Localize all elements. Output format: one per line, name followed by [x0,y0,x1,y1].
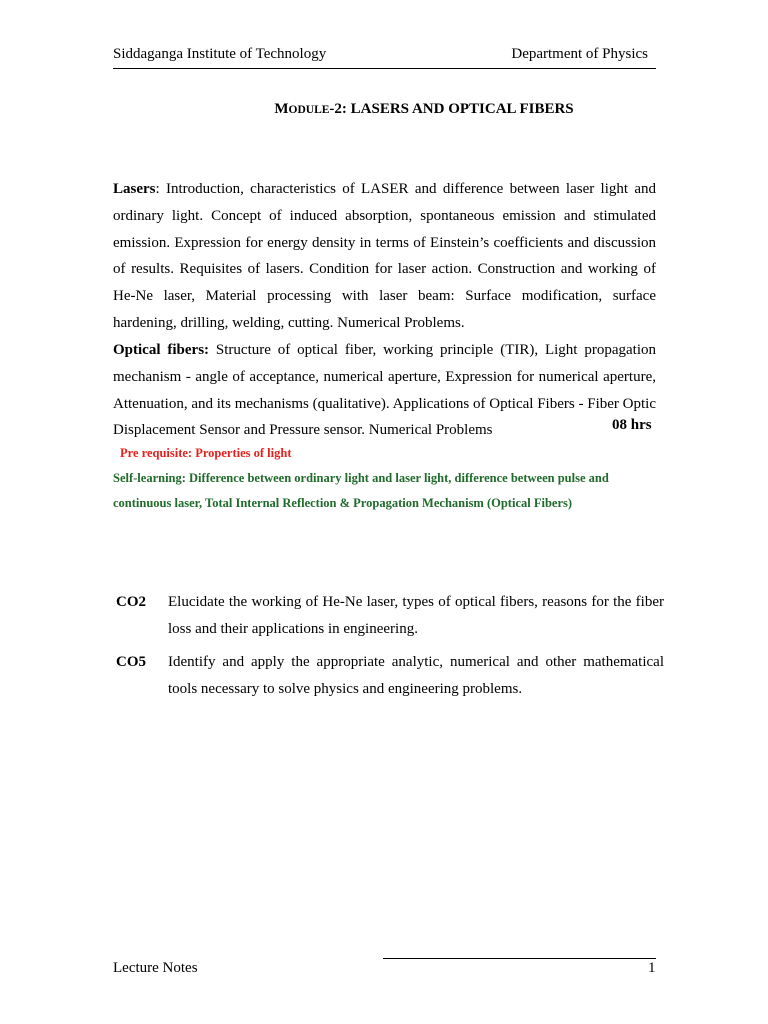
outcome-code: CO2 [116,594,146,610]
outcome-code: CO5 [116,654,146,670]
optical-fibers-label: Optical fibers: [113,342,210,358]
page-number: 1 [648,960,656,976]
page-header [113,46,656,68]
optical-fibers-paragraph [113,337,656,444]
title-prefix-smallcaps: ODULE [288,104,330,116]
optical-fibers-text: Structure of optical fiber, working principle (TIR), Light propagation mechanism - angle of acceptance, numerical aperture, Expression for numerical aperture, Attenuation, and its mechanisms (qualitative). Applications of Optical Fibers - Fiber Optic Displacement Sensor and Pressure sensor. Numerical Problems [113,342,656,439]
header-department: Department of Physics [511,46,648,62]
footer-divider [383,958,656,959]
hours-label: 08 hrs [612,417,652,433]
outcome-description: Elucidate the working of He-Ne laser, types of optical fibers, reasons for the fiber loss and their applications in engineering. [168,594,664,637]
header-institute: Siddaganga Institute of Technology [113,46,327,62]
title-prefix-cap: M [274,101,289,117]
self-learning-note: Self-learning: Difference between ordinary light and laser light, difference between pulse and continuous laser, Total Internal Reflection & Propagation Mechanism (Optical Fibers) [113,471,609,510]
header-divider [113,68,656,69]
title-rest: -2: LASERS AND OPTICAL FIBERS [329,101,574,117]
prerequisite-note: Pre requisite: Properties of light [120,446,292,460]
lasers-label: Lasers [113,181,156,197]
lasers-text: : Introduction, characteristics of LASER and difference between laser light and ordinary light. Concept of induced absorption, spontaneous emission and stimulated emission. Expression for energy density in terms of Einstein’s coefficients and discussion of results. Requisites of lasers. Condition for laser action. Construction and working of He-Ne laser, Material processing with laser beam: Surface modification, surface hardening, drilling, welding, cutting. Numerical Problems. [113,181,656,331]
outcome-description: Identify and apply the appropriate analytic, numerical and other mathematical tools necessary to solve physics and engineering problems. [168,654,664,697]
lasers-paragraph [113,176,656,337]
module-title [0,101,768,118]
footer-label: Lecture Notes [113,960,198,976]
